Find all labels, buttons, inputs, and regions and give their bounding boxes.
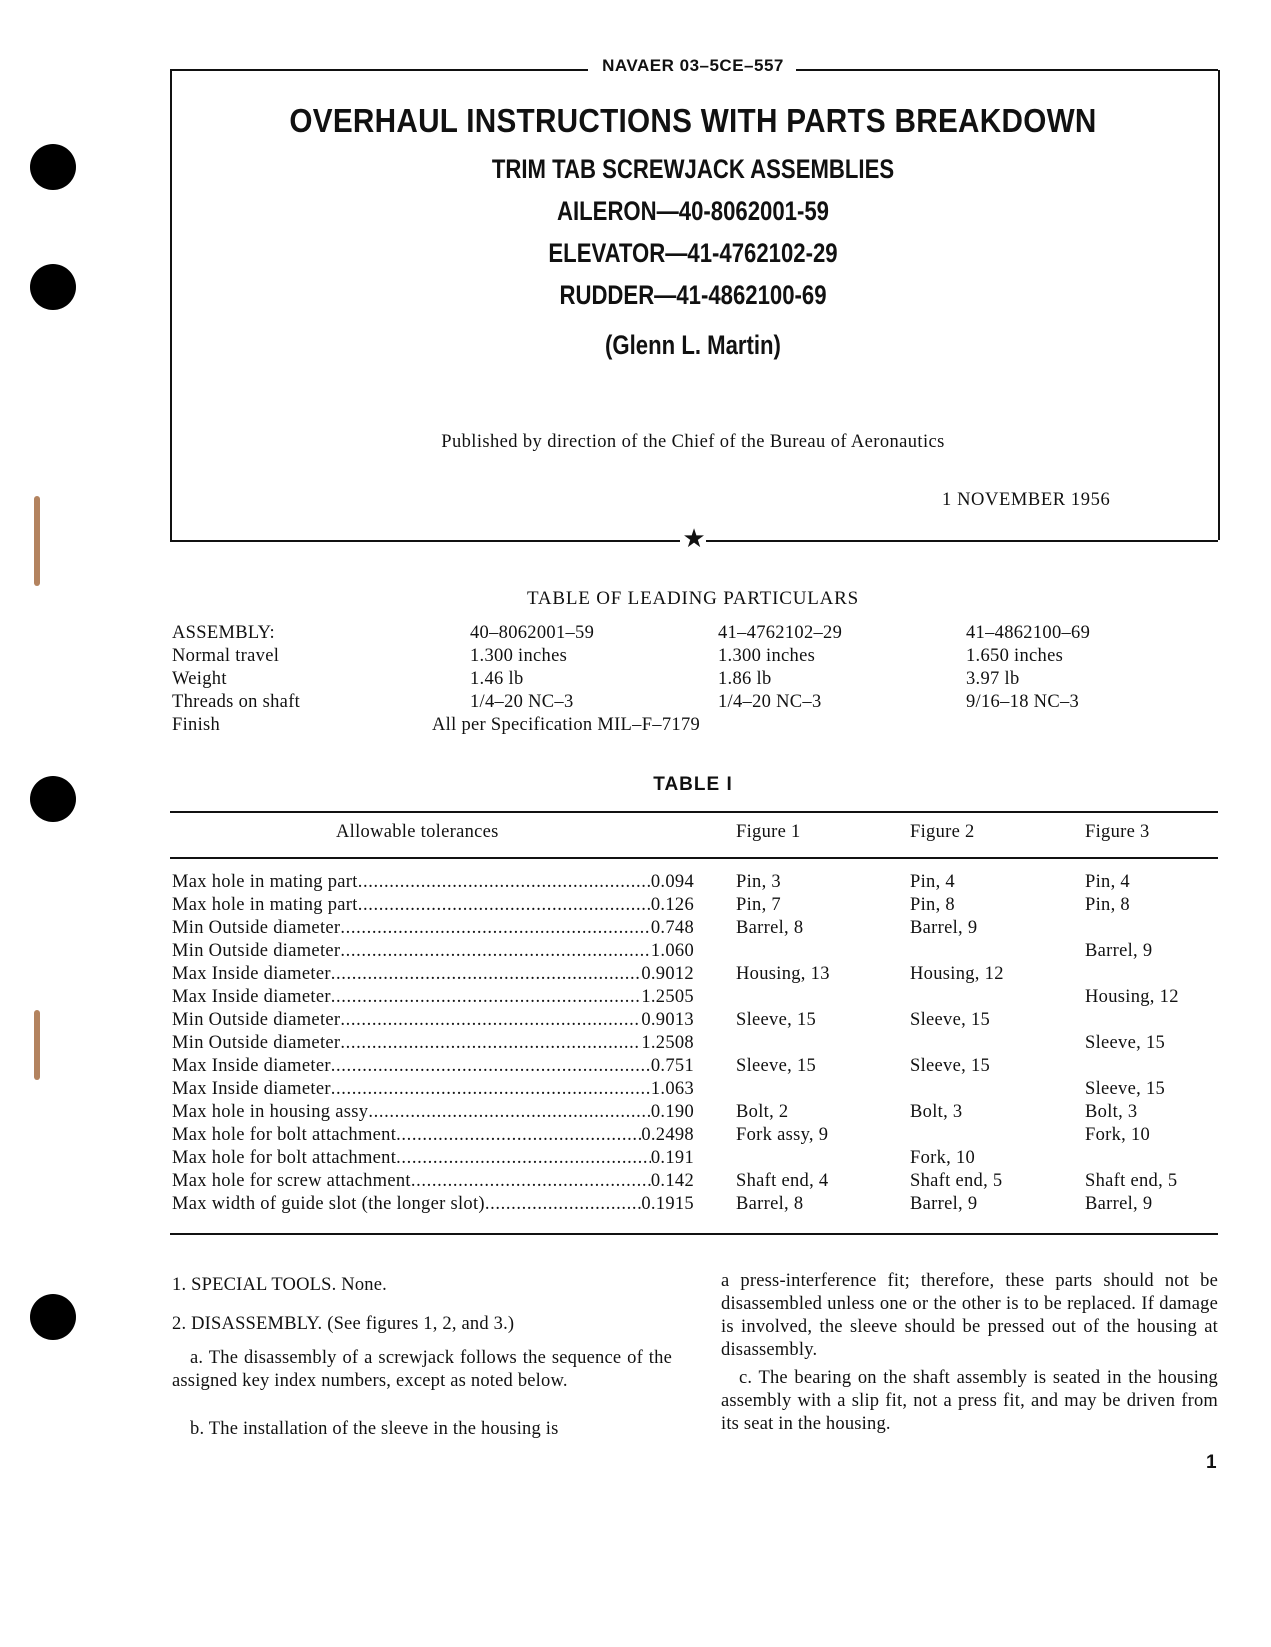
figure-part-cell: Pin, 4 [910, 872, 955, 892]
lp-cell: 1.300 inches [718, 646, 816, 666]
figure-part-cell: Barrel, 9 [910, 1194, 978, 1214]
tolerance-value: 0.751 [650, 1056, 694, 1076]
paragraph-a: a. The disassembly of a screwjack follows the sequence of the assigned key index numbers, except as noted below. [172, 1348, 672, 1391]
leader-dots [340, 1033, 641, 1054]
tolerance-value: 0.094 [650, 872, 694, 892]
figure-part-cell: Pin, 3 [736, 872, 781, 892]
lp-label: ASSEMBLY: [172, 623, 275, 643]
tolerance-row [172, 1010, 694, 1031]
tolerance-row [172, 1194, 694, 1215]
tolerance-label: Min Outside diameter [172, 1010, 341, 1030]
tolerance-label: Max hole for screw attachment [172, 1171, 411, 1191]
document-title: OVERHAUL INSTRUCTIONS WITH PARTS BREAKDOWN [289, 102, 1097, 139]
punch-hole-bottom [30, 1294, 76, 1340]
figure-part-cell: Barrel, 9 [1085, 1194, 1153, 1214]
table1-header: Figure 1 [736, 822, 801, 842]
figure-part-cell: Pin, 4 [1085, 872, 1130, 892]
punch-hole-top [30, 144, 76, 190]
figure-part-cell: Sleeve, 15 [736, 1010, 817, 1030]
figure-part-cell: Bolt, 3 [910, 1102, 963, 1122]
tolerance-label: Max Inside diameter [172, 987, 331, 1007]
lp-cell: 40–8062001–59 [470, 623, 595, 643]
rudder-part-number: RUDDER—41-4862100-69 [559, 280, 827, 310]
figure-part-cell: Bolt, 2 [736, 1102, 789, 1122]
page-number: 1 [1206, 1452, 1217, 1473]
lp-cell: 1/4–20 NC–3 [470, 692, 574, 712]
figure-part-cell: Sleeve, 15 [1085, 1079, 1166, 1099]
aileron-part-number: AILERON—40-8062001-59 [557, 196, 829, 226]
figure-part-cell: Fork, 10 [1085, 1125, 1151, 1145]
punch-hole-upper [30, 264, 76, 310]
manufacturer: (Glenn L. Martin) [605, 330, 781, 360]
tolerance-label: Max Inside diameter [172, 1056, 331, 1076]
paragraph-c: c. The bearing on the shaft assembly is seated in the housing assembly with a slip fit, not a press fit, and may be driven from its seat in the housing. [721, 1368, 1218, 1434]
figure-part-cell: Pin, 8 [1085, 895, 1130, 915]
figure-part-cell: Shaft end, 5 [910, 1171, 1003, 1191]
publisher-statement: Published by direction of the Chief of the Bureau of Aeronautics [441, 432, 945, 452]
table1-top-rule [170, 811, 1218, 813]
figure-part-cell: Pin, 7 [736, 895, 781, 915]
tolerance-label: Max hole in mating part [172, 895, 358, 915]
lp-cell-span: All per Specification MIL–F–7179 [432, 715, 701, 735]
tolerance-label: Max hole in mating part [172, 872, 358, 892]
tolerance-row [172, 1171, 694, 1192]
leader-dots [331, 1079, 651, 1100]
figure-part-cell: Barrel, 9 [910, 918, 978, 938]
lp-cell: 3.97 lb [966, 669, 1020, 689]
title-box-bottom-rule-right [706, 540, 1218, 542]
tolerance-value: 1.2508 [641, 1033, 694, 1053]
leader-dots [368, 1102, 651, 1123]
figure-part-cell: Sleeve, 15 [1085, 1033, 1166, 1053]
figure-part-cell: Sleeve, 15 [736, 1056, 817, 1076]
tolerance-label: Min Outside diameter [172, 1033, 341, 1053]
figure-part-cell: Shaft end, 4 [736, 1171, 829, 1191]
tolerance-label: Max hole for bolt attachment [172, 1125, 397, 1145]
leader-dots [485, 1194, 641, 1215]
leader-dots [396, 1125, 641, 1146]
lp-label: Finish [172, 715, 221, 735]
document-number: NAVAER 03–5CE–557 [602, 56, 784, 75]
figure-part-cell: Pin, 8 [910, 895, 955, 915]
title-box-bottom-rule-left [170, 540, 680, 542]
tolerance-row [172, 941, 694, 962]
tolerance-value: 0.748 [650, 918, 694, 938]
tolerance-row [172, 872, 694, 893]
lp-cell: 41–4762102–29 [718, 623, 843, 643]
tolerance-value: 0.2498 [641, 1125, 694, 1145]
leader-dots [340, 941, 651, 962]
star-icon: ★ [682, 524, 706, 554]
leader-dots [331, 1056, 651, 1077]
table1-header-rule [170, 857, 1218, 859]
lp-cell: 1/4–20 NC–3 [718, 692, 822, 712]
tolerance-label: Max width of guide slot (the longer slot) [172, 1194, 485, 1214]
tolerance-label: Max Inside diameter [172, 1079, 331, 1099]
tolerance-value: 1.060 [650, 941, 694, 961]
table1-title: TABLE I [653, 774, 733, 795]
tolerance-row [172, 1148, 694, 1169]
tolerance-label: Max hole in housing assy [172, 1102, 369, 1122]
tolerance-row [172, 964, 694, 985]
tolerance-value: 1.063 [650, 1079, 694, 1099]
paragraph-b-continued: a press-interference fit; therefore, these parts should not be disassembled unless one or the other is to be replaced. If damage is involved, the sleeve should be pressed out of the housing at disassembly. [721, 1271, 1218, 1360]
document-subtitle: TRIM TAB SCREWJACK ASSEMBLIES [491, 154, 895, 184]
leader-dots [331, 987, 642, 1008]
tolerance-row [172, 1056, 694, 1077]
leader-dots [340, 1010, 641, 1031]
tolerance-row [172, 987, 694, 1008]
table1-header: Figure 3 [1085, 822, 1150, 842]
tolerance-value: 1.2505 [641, 987, 694, 1007]
tolerance-value: 0.126 [650, 895, 694, 915]
leading-particulars-title: TABLE OF LEADING PARTICULARS [526, 588, 860, 609]
figure-part-cell: Housing, 13 [736, 964, 830, 984]
tolerance-row [172, 895, 694, 916]
figure-part-cell: Housing, 12 [910, 964, 1004, 984]
punch-hole-middle [30, 776, 76, 822]
lp-label: Normal travel [172, 646, 280, 666]
figure-part-cell: Barrel, 9 [1085, 941, 1153, 961]
leader-dots [358, 872, 651, 893]
figure-part-cell: Sleeve, 15 [910, 1056, 991, 1076]
tolerance-row [172, 1079, 694, 1100]
tolerance-value: 0.1915 [641, 1194, 694, 1214]
paragraph-b: b. The installation of the sleeve in the housing is [190, 1419, 559, 1439]
leader-dots [358, 895, 651, 916]
lp-cell: 9/16–18 NC–3 [966, 692, 1080, 712]
lp-cell: 41–4862100–69 [966, 623, 1091, 643]
publication-date: 1 NOVEMBER 1956 [942, 490, 1111, 510]
lp-cell: 1.86 lb [718, 669, 772, 689]
section-special-tools: 1. SPECIAL TOOLS. None. [172, 1275, 387, 1295]
tolerance-row [172, 918, 694, 939]
figure-part-cell: Shaft end, 5 [1085, 1171, 1178, 1191]
tolerance-label: Max Inside diameter [172, 964, 331, 984]
figure-part-cell: Sleeve, 15 [910, 1010, 991, 1030]
leader-dots [396, 1148, 651, 1169]
tolerance-value: 0.9013 [641, 1010, 694, 1030]
tolerance-label: Min Outside diameter [172, 918, 341, 938]
tolerance-row [172, 1033, 694, 1054]
rust-stain-lower [34, 1010, 40, 1080]
rust-stain-upper [34, 496, 40, 586]
table1-header: Figure 2 [910, 822, 975, 842]
tolerance-row [172, 1125, 694, 1146]
tolerance-label: Min Outside diameter [172, 941, 341, 961]
tolerance-label: Max hole for bolt attachment [172, 1148, 397, 1168]
tolerance-value: 0.191 [650, 1148, 694, 1168]
lp-cell: 1.650 inches [966, 646, 1064, 666]
figure-part-cell: Fork, 10 [910, 1148, 976, 1168]
leader-dots [411, 1171, 651, 1192]
lp-label: Threads on shaft [172, 692, 301, 712]
tolerance-row [172, 1102, 694, 1123]
leader-dots [340, 918, 651, 939]
table1-bottom-rule [170, 1233, 1218, 1235]
figure-part-cell: Barrel, 8 [736, 1194, 804, 1214]
elevator-part-number: ELEVATOR—41-4762102-29 [548, 238, 838, 268]
leader-dots [331, 964, 642, 985]
figure-part-cell: Housing, 12 [1085, 987, 1179, 1007]
lp-cell: 1.46 lb [470, 669, 524, 689]
figure-part-cell: Bolt, 3 [1085, 1102, 1138, 1122]
figure-part-cell: Fork assy, 9 [736, 1125, 829, 1145]
figure-part-cell: Barrel, 8 [736, 918, 804, 938]
lp-label: Weight [172, 669, 227, 689]
section-disassembly: 2. DISASSEMBLY. (See figures 1, 2, and 3.) [172, 1314, 515, 1334]
table1-header: Allowable tolerances [336, 822, 499, 842]
tolerance-value: 0.9012 [641, 964, 694, 984]
tolerance-value: 0.142 [650, 1171, 694, 1191]
lp-cell: 1.300 inches [470, 646, 568, 666]
tolerance-value: 0.190 [650, 1102, 694, 1122]
